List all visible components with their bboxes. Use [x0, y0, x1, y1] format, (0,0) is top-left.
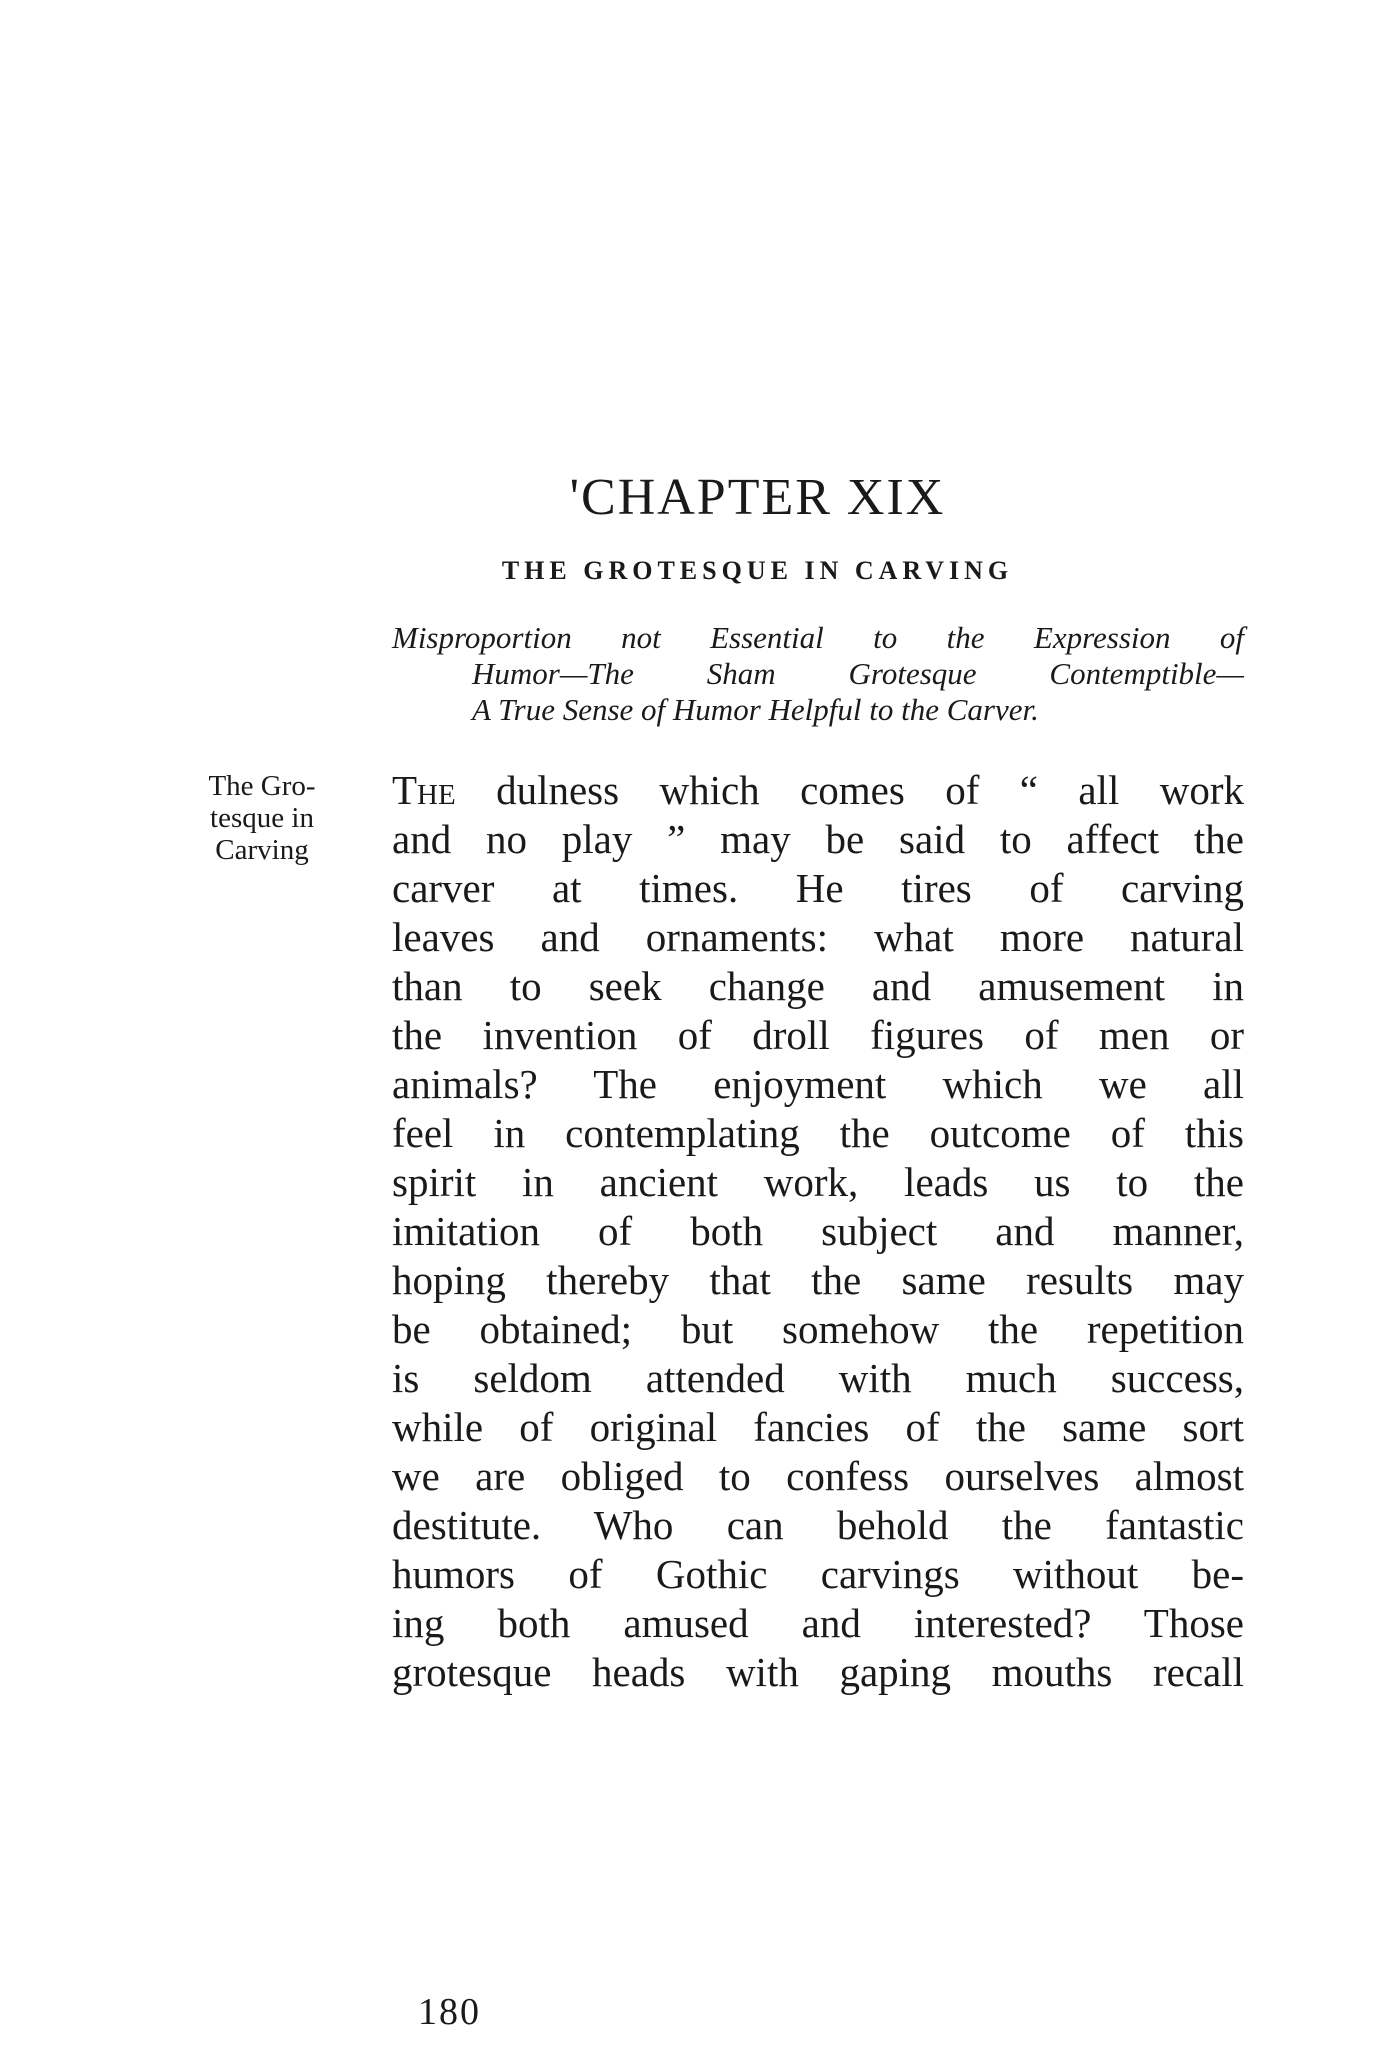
- page-number: 180: [418, 1991, 481, 2033]
- synopsis-line: Misproportion not Essential to the Expression of: [392, 620, 1244, 655]
- sidenote-line: Carving: [215, 834, 309, 866]
- synopsis-line: A True Sense of Humor Helpful to the Carver.: [472, 692, 1039, 727]
- first-line-text: dulness which comes of “ all work: [455, 767, 1244, 813]
- chapter-title: THE GROTESQUE IN CARVING: [501, 556, 1014, 585]
- text-line: grotesque heads with gaping mouths recall: [392, 1649, 1244, 1695]
- synopsis-line: Humor—The Sham Grotesque Contemptible—: [472, 656, 1244, 691]
- text-line: is seldom attended with much success,: [392, 1355, 1244, 1401]
- chapter-synopsis: [392, 620, 1244, 728]
- text-line: feel in contemplating the outcome of this: [392, 1110, 1244, 1156]
- text-line: and no play ” may be said to affect the: [392, 816, 1244, 862]
- opening-word: The: [392, 767, 456, 813]
- text-line: than to seek change and amusement in: [392, 963, 1244, 1009]
- text-line: while of original fancies of the same sort: [392, 1404, 1244, 1450]
- text-line: animals? The enjoyment which we all: [392, 1061, 1244, 1107]
- text-line: destitute. Who can behold the fantastic: [392, 1502, 1244, 1548]
- sidenote-line: tesque in: [210, 802, 314, 834]
- text-line: leaves and ornaments: what more natural: [392, 914, 1244, 960]
- chapter-number: 'CHAPTER XIX: [569, 469, 946, 526]
- sidenote-line: The Gro-: [208, 770, 316, 802]
- text-line: humors of Gothic carvings without be-: [392, 1551, 1244, 1597]
- text-line: hoping thereby that the same results may: [392, 1257, 1244, 1303]
- body-paragraph: [392, 766, 1244, 1697]
- margin-sidenote: [182, 770, 342, 866]
- text-line: carver at times. He tires of carving: [392, 865, 1244, 911]
- text-line: imitation of both subject and manner,: [392, 1208, 1244, 1254]
- text-line: ing both amused and interested? Those: [392, 1600, 1244, 1646]
- text-line: spirit in ancient work, leads us to the: [392, 1159, 1244, 1205]
- text-line: the invention of droll figures of men or: [392, 1012, 1244, 1058]
- text-line: we are obliged to confess ourselves almost: [392, 1453, 1244, 1499]
- text-line: be obtained; but somehow the repetition: [392, 1306, 1244, 1352]
- text-line: [392, 766, 1244, 815]
